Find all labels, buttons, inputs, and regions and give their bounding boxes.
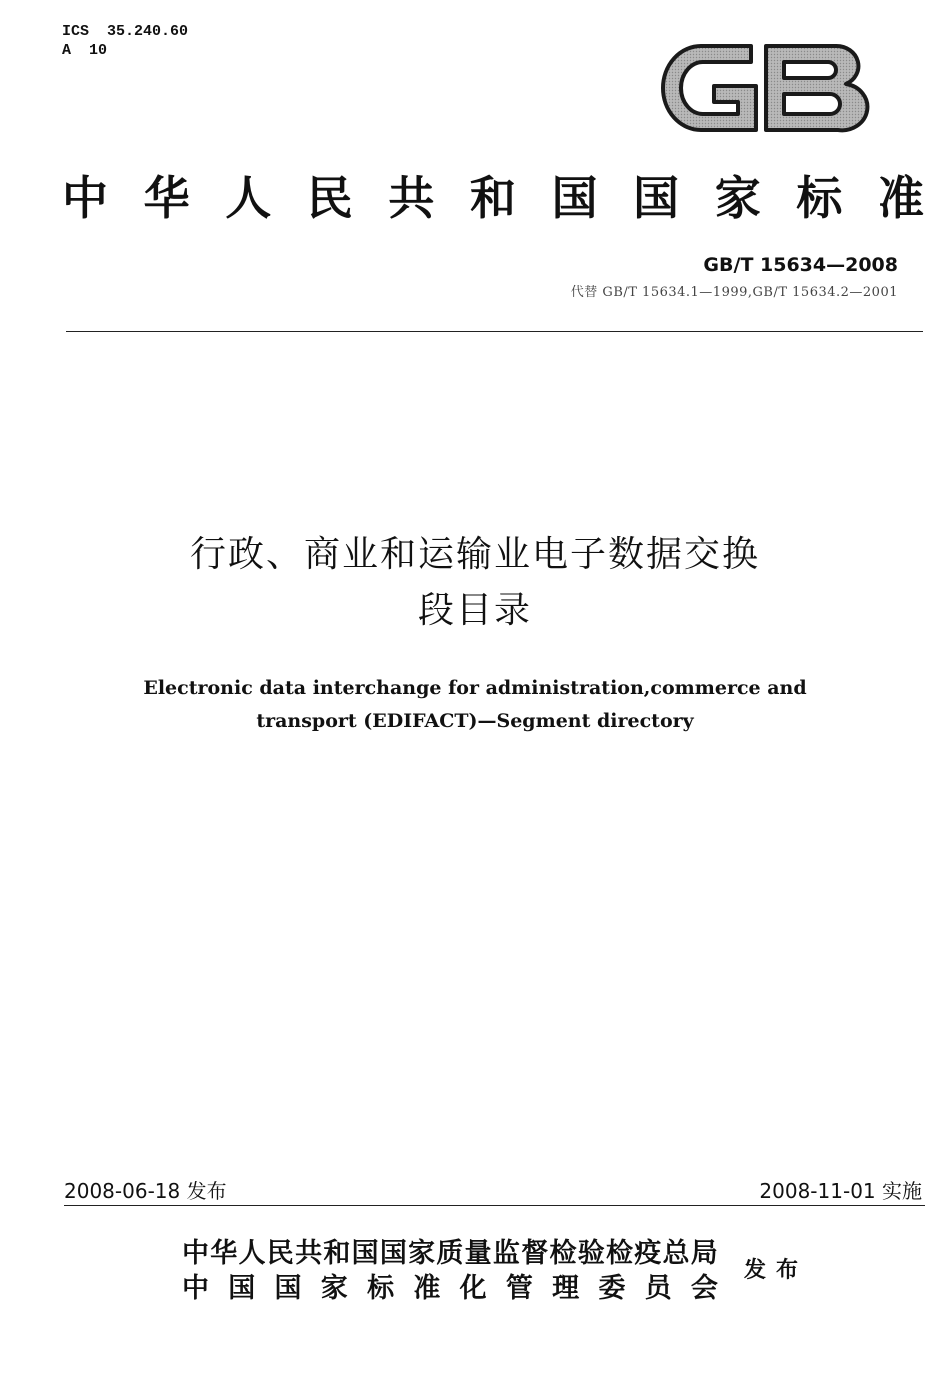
chinese-title-line-2: 段目录 bbox=[417, 590, 532, 631]
issuer-aqsiq bbox=[182, 1236, 718, 1271]
heading-char: 人 bbox=[225, 171, 272, 225]
heading-char: 和 bbox=[469, 171, 516, 225]
heading-char: 标 bbox=[796, 171, 843, 225]
issuing-authorities bbox=[182, 1236, 718, 1306]
issuer-char: 委 bbox=[598, 1273, 626, 1304]
issuer-char: 督 bbox=[521, 1238, 549, 1269]
issuer-char: 检 bbox=[605, 1238, 633, 1269]
heading-char: 国 bbox=[551, 171, 598, 225]
issuer-char: 中 bbox=[182, 1238, 209, 1269]
issuer-char: 家 bbox=[320, 1273, 348, 1304]
issuer-char: 中 bbox=[182, 1273, 209, 1304]
issuer-char: 准 bbox=[413, 1273, 441, 1304]
issuer-char: 理 bbox=[552, 1273, 580, 1304]
gb-standard-logo-icon bbox=[656, 38, 872, 138]
issuer-char: 民 bbox=[266, 1238, 294, 1269]
replaces-standards: 代替 GB/T 15634.1—1999,GB/T 15634.2—2001 bbox=[570, 285, 898, 300]
chinese-title-line-1: 行政、商业和运输业电子数据交换 bbox=[189, 534, 760, 575]
issuer-char: 疫 bbox=[634, 1238, 662, 1269]
bottom-divider bbox=[64, 1205, 925, 1206]
issuer-char: 共 bbox=[295, 1238, 323, 1269]
issuer-char: 会 bbox=[690, 1273, 718, 1304]
issuer-char: 验 bbox=[577, 1238, 605, 1269]
issuer-char: 国 bbox=[274, 1273, 302, 1304]
issuer-char: 管 bbox=[505, 1273, 533, 1304]
classification-codes bbox=[62, 22, 188, 60]
issuer-char: 总 bbox=[662, 1238, 690, 1269]
issuer-char: 国 bbox=[228, 1273, 256, 1304]
heading-char: 华 bbox=[143, 171, 190, 225]
national-standard-heading bbox=[62, 168, 924, 230]
issuer-sac bbox=[182, 1271, 718, 1306]
issuer-char: 和 bbox=[323, 1238, 351, 1269]
ccs-code: A 10 bbox=[62, 42, 108, 59]
implementation-date: 2008-11-01 实施 bbox=[759, 1179, 922, 1203]
issuer-char: 员 bbox=[644, 1273, 672, 1304]
heading-char: 民 bbox=[306, 171, 353, 225]
issue-date: 2008-06-18 发布 bbox=[64, 1179, 227, 1203]
chinese-title bbox=[0, 527, 950, 639]
english-title bbox=[0, 672, 950, 738]
issuer-char: 量 bbox=[464, 1238, 492, 1269]
issuer-char: 监 bbox=[492, 1238, 520, 1269]
heading-char: 准 bbox=[877, 171, 924, 225]
heading-char: 共 bbox=[388, 171, 435, 225]
issuer-char: 人 bbox=[238, 1238, 266, 1269]
standard-number: GB/T 15634—2008 bbox=[703, 254, 898, 276]
heading-char: 国 bbox=[633, 171, 680, 225]
english-title-line-2: transport (EDIFACT)—Segment directory bbox=[256, 710, 694, 732]
issuer-char: 质 bbox=[436, 1238, 464, 1269]
issuer-char: 化 bbox=[459, 1273, 487, 1304]
issuer-char: 局 bbox=[690, 1238, 718, 1269]
publish-label: 发布 bbox=[744, 1258, 809, 1283]
heading-char: 中 bbox=[62, 171, 108, 225]
issuer-char: 检 bbox=[549, 1238, 577, 1269]
issuer-char: 家 bbox=[408, 1238, 436, 1269]
issuer-char: 华 bbox=[210, 1238, 238, 1269]
issuer-char: 标 bbox=[367, 1273, 395, 1304]
english-title-line-1: Electronic data interchange for administration,commerce and bbox=[143, 677, 807, 699]
issuer-char: 国 bbox=[351, 1238, 379, 1269]
ics-code: ICS 35.240.60 bbox=[62, 23, 189, 40]
heading-char: 家 bbox=[714, 171, 761, 225]
top-divider bbox=[66, 331, 923, 332]
issuer-char: 国 bbox=[379, 1238, 407, 1269]
